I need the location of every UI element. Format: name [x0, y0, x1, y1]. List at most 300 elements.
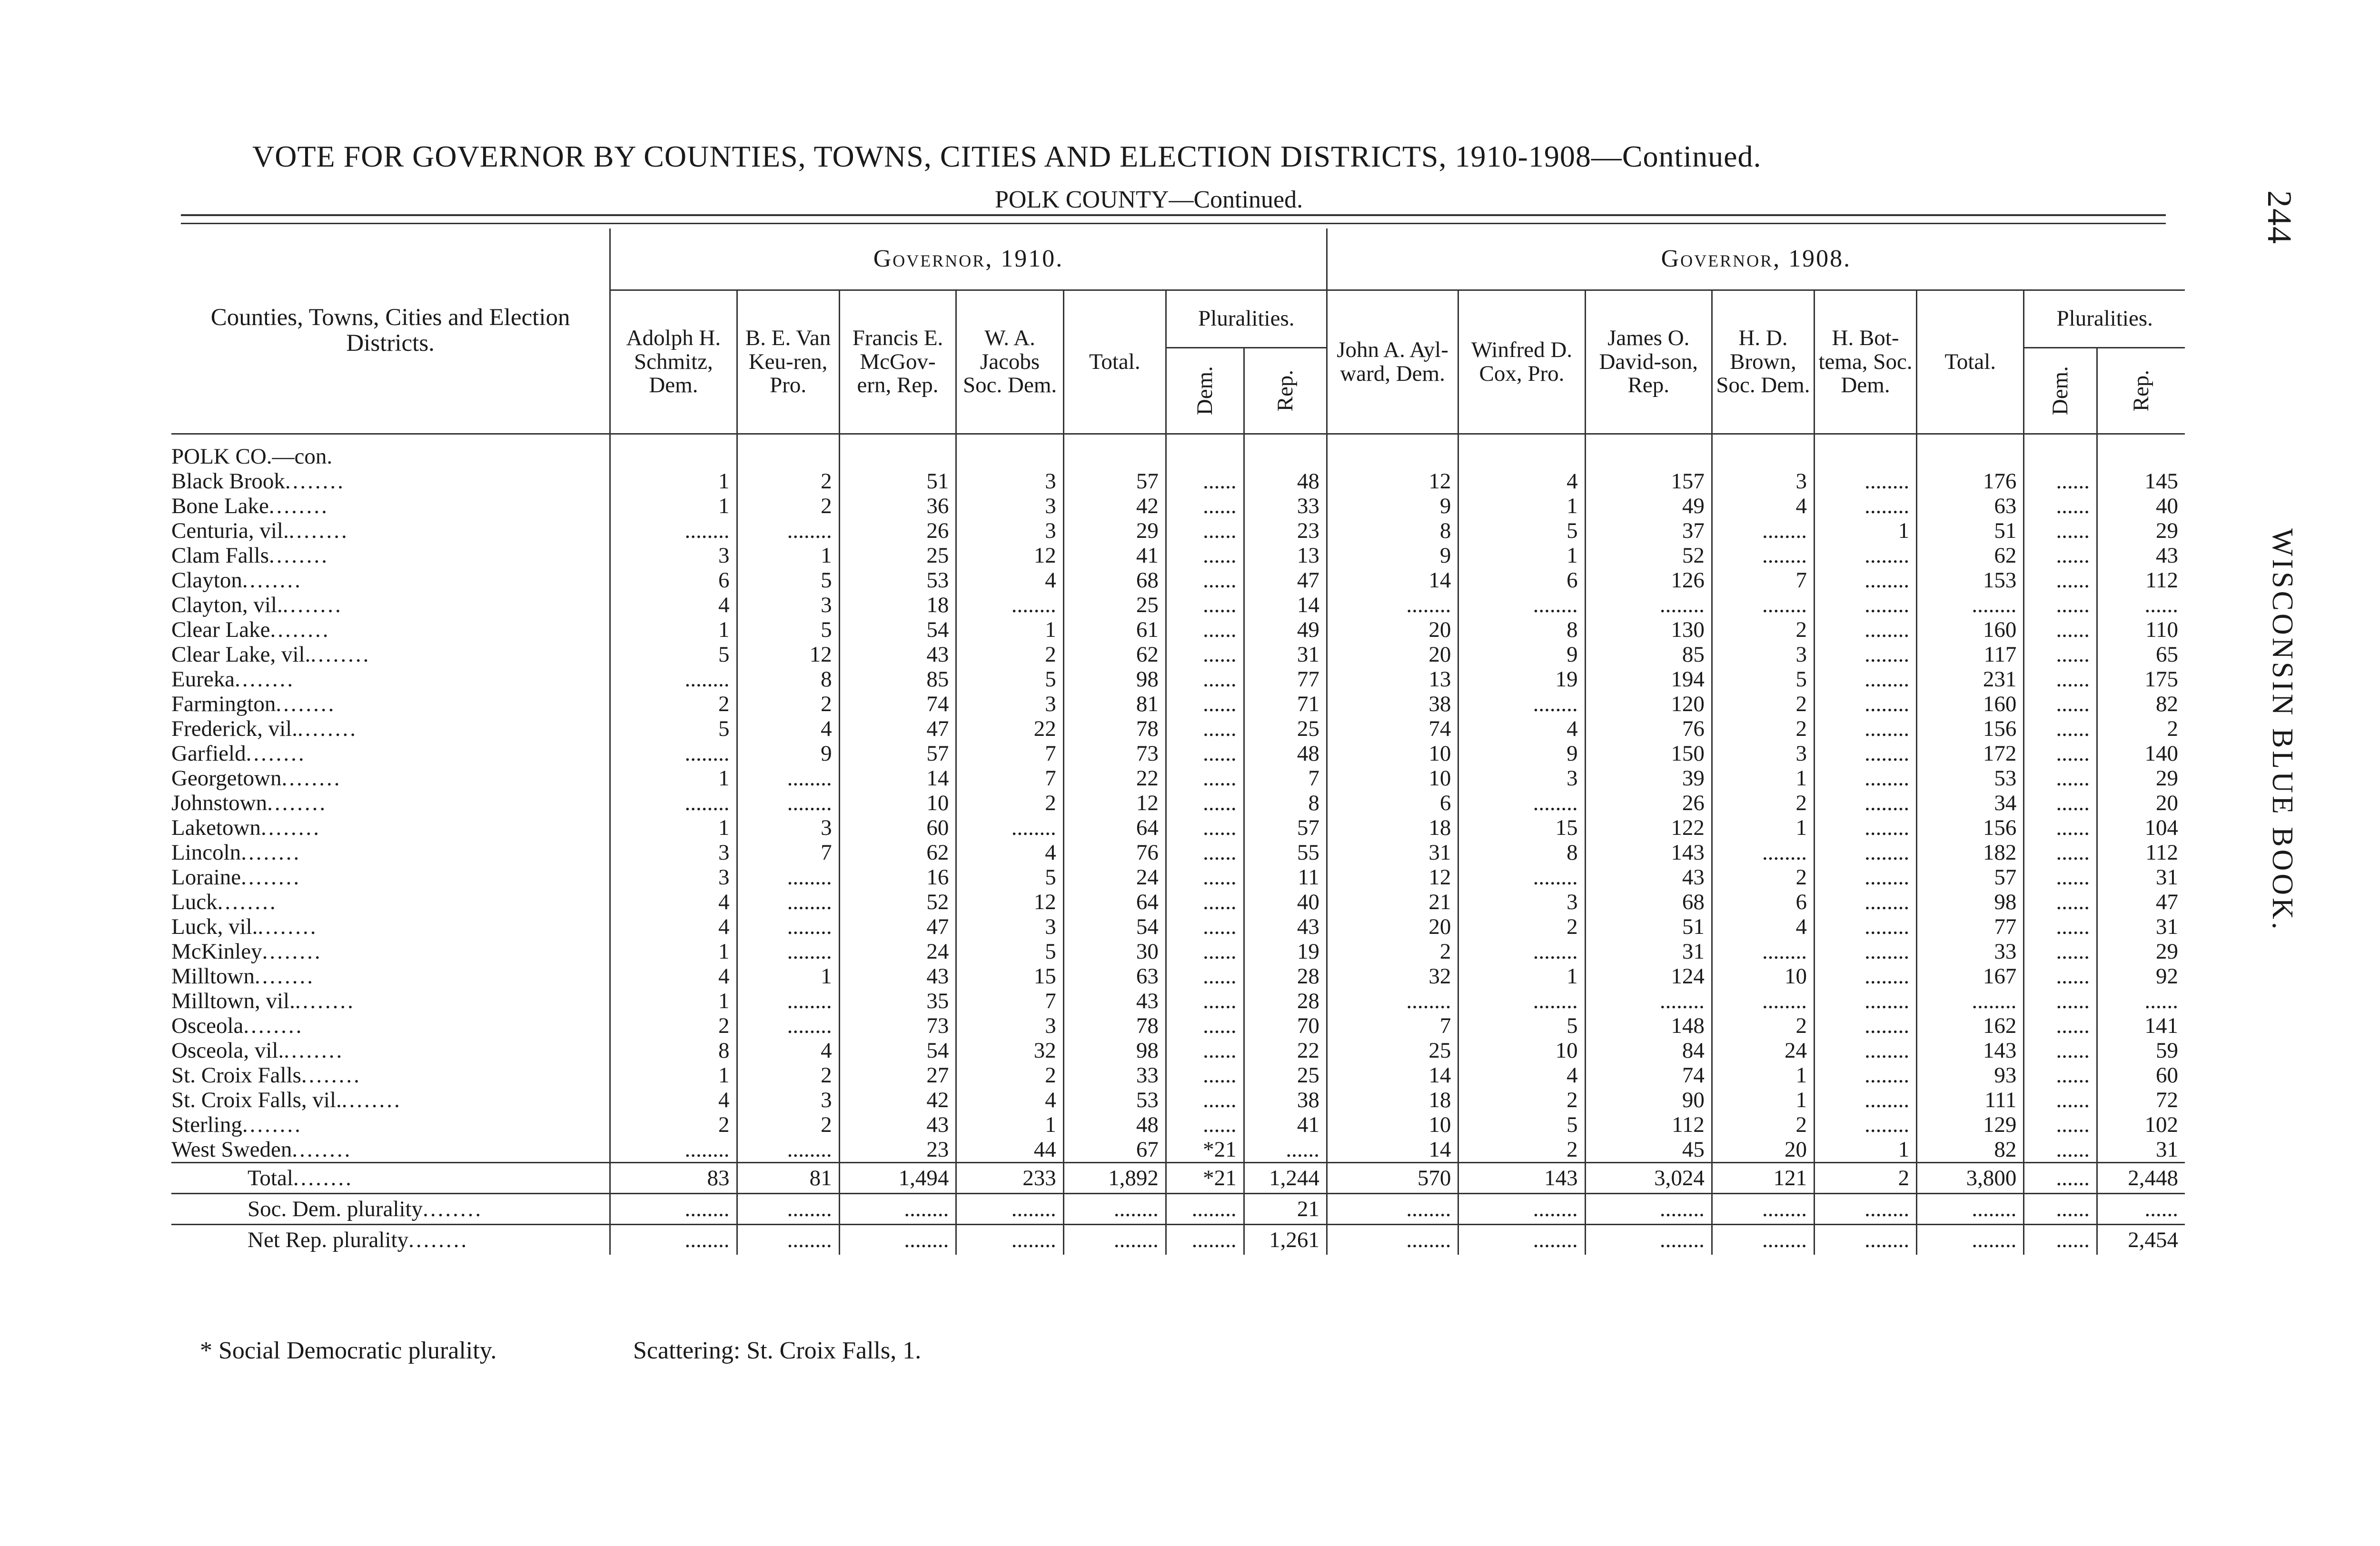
cell-4: 73 [1063, 741, 1166, 766]
cell-7: ........ [1327, 1225, 1458, 1255]
cell-9: 52 [1585, 543, 1712, 568]
header-dem-1908: Dem. [2024, 348, 2097, 434]
table-row [171, 1137, 2185, 1163]
cell-10: 2 [1712, 791, 1814, 815]
cell-2: 54 [839, 1038, 956, 1063]
cell-9: 68 [1585, 890, 1712, 914]
header-pluralities-1910: Pluralities. [1166, 290, 1327, 348]
cell-12: ........ [1917, 1194, 2024, 1225]
cell-13: ...... [2024, 791, 2097, 815]
cell-6: 43 [1244, 914, 1327, 939]
cell-0: 4 [610, 593, 737, 617]
table-row-label [171, 494, 610, 518]
cell-4: 22 [1063, 766, 1166, 791]
cell-10: 10 [1712, 964, 1814, 989]
cell-13: ...... [2024, 741, 2097, 766]
cell-12: 153 [1917, 568, 2024, 593]
cell-10: 5 [1712, 667, 1814, 692]
dot-leader: ........ [267, 791, 327, 815]
cell-5: ...... [1166, 989, 1244, 1013]
summary-row-label [171, 1163, 610, 1194]
cell-9: 90 [1585, 1088, 1712, 1112]
cell-2: 18 [839, 593, 956, 617]
cell-14: 140 [2097, 741, 2185, 766]
cell-14: 2 [2097, 716, 2185, 741]
cell-10: 1 [1712, 1063, 1814, 1088]
cell-4: 63 [1063, 964, 1166, 989]
district-name: Black Brook [171, 469, 285, 494]
cell-10: ........ [1712, 543, 1814, 568]
cell-10: 4 [1712, 494, 1814, 518]
cell-13: ...... [2024, 815, 2097, 840]
table-row [171, 914, 2185, 939]
cell-3: 32 [956, 1038, 1063, 1063]
cell-9: 148 [1585, 1013, 1712, 1038]
cell-13: ...... [2024, 1112, 2097, 1137]
table-row-label [171, 469, 610, 494]
dot-leader: ........ [341, 1088, 402, 1112]
cell-5: ...... [1166, 568, 1244, 593]
cell-3: 1 [956, 1112, 1063, 1137]
cell-13: ...... [2024, 543, 2097, 568]
district-name: Loraine [171, 865, 241, 890]
cell-9: 31 [1585, 939, 1712, 964]
header-col-jacobs: W. A. Jacobs Soc. Dem. [956, 290, 1063, 434]
cell-5: ...... [1166, 939, 1244, 964]
table-row [171, 1013, 2185, 1038]
cell-10: 2 [1712, 692, 1814, 716]
cell-8: ........ [1458, 989, 1585, 1013]
cell-12: ........ [1917, 989, 2024, 1013]
cell-1: 4 [737, 716, 839, 741]
cell-9: 143 [1585, 840, 1712, 865]
cell-2: 27 [839, 1063, 956, 1088]
cell-6: 47 [1244, 568, 1327, 593]
cell-5: ...... [1166, 741, 1244, 766]
cell-8: 2 [1458, 1088, 1585, 1112]
cell-10: ........ [1712, 989, 1814, 1013]
cell-4: 1,892 [1063, 1163, 1166, 1194]
cell-7: 6 [1327, 791, 1458, 815]
cell-12: 33 [1917, 939, 2024, 964]
cell-6: 41 [1244, 1112, 1327, 1137]
cell-5: ...... [1166, 815, 1244, 840]
cell-4: 61 [1063, 617, 1166, 642]
page-title: VOTE FOR GOVERNOR BY COUNTIES, TOWNS, CITIES AND ELECTION DISTRICTS, 1910-1908—Continued. [252, 139, 1762, 173]
table-row [171, 865, 2185, 890]
cell-10: 3 [1712, 469, 1814, 494]
table-row-label [171, 741, 610, 766]
cell-3: 12 [956, 543, 1063, 568]
table-row-label [171, 593, 610, 617]
cell-3: 233 [956, 1163, 1063, 1194]
cell-6: 57 [1244, 815, 1327, 840]
table-row [171, 543, 2185, 568]
cell-4: 78 [1063, 716, 1166, 741]
table-row-label [171, 1013, 610, 1038]
district-name: Milltown [171, 964, 255, 989]
dot-leader: ........ [293, 1166, 353, 1190]
district-name: Luck, vil. [171, 914, 258, 939]
cell-12: 156 [1917, 815, 2024, 840]
cell-4: 98 [1063, 1038, 1166, 1063]
cell-2: 85 [839, 667, 956, 692]
cell-2: 25 [839, 543, 956, 568]
cell-8: 1 [1458, 964, 1585, 989]
cell-14: ...... [2097, 1194, 2185, 1225]
header-pluralities-1908: Pluralities. [2024, 290, 2185, 348]
cell-4: 54 [1063, 914, 1166, 939]
cell-5: ...... [1166, 791, 1244, 815]
cell-7: 10 [1327, 1112, 1458, 1137]
cell-8: 4 [1458, 1063, 1585, 1088]
cell-3: 3 [956, 469, 1063, 494]
cell-1: 12 [737, 642, 839, 667]
district-name: Garfield [171, 741, 246, 766]
table-row [171, 989, 2185, 1013]
cell-10: 1 [1712, 815, 1814, 840]
cell-13: ...... [2024, 989, 2097, 1013]
cell-8: ........ [1458, 865, 1585, 890]
header-col-cox: Winfred D. Cox, Pro. [1458, 290, 1585, 434]
cell-7: 10 [1327, 766, 1458, 791]
cell-2: 10 [839, 791, 956, 815]
cell-8: ........ [1458, 1194, 1585, 1225]
header-rep-1910: Rep. [1244, 348, 1327, 434]
cell-13: ...... [2024, 593, 2097, 617]
cell-7: 31 [1327, 840, 1458, 865]
cell-14: ...... [2097, 989, 2185, 1013]
cell-3: 7 [956, 989, 1063, 1013]
cell-8: 1 [1458, 494, 1585, 518]
cell-0: 83 [610, 1163, 737, 1194]
cell-13: ...... [2024, 692, 2097, 716]
cell-3: 5 [956, 865, 1063, 890]
cell-11: 2 [1814, 1163, 1916, 1194]
cell-0: 1 [610, 1063, 737, 1088]
cell-13: ...... [2024, 617, 2097, 642]
cell-7: 20 [1327, 914, 1458, 939]
dot-leader: ........ [285, 469, 345, 494]
district-name: Total [248, 1166, 293, 1190]
cell-3: 2 [956, 642, 1063, 667]
scattering-note: Scattering: St. Croix Falls, 1. [633, 1337, 922, 1364]
cell-1: ........ [737, 865, 839, 890]
cell-1: ........ [737, 518, 839, 543]
dot-leader: ........ [268, 543, 329, 568]
district-name: Eureka [171, 667, 235, 692]
cell-9: 84 [1585, 1038, 1712, 1063]
cell-3: 44 [956, 1137, 1063, 1163]
cell-1: 81 [737, 1163, 839, 1194]
cell-7: 20 [1327, 617, 1458, 642]
dot-leader: ........ [408, 1228, 469, 1252]
cell-6: 21 [1244, 1194, 1327, 1225]
summary-row [171, 1225, 2185, 1255]
header-dem-1910: Dem. [1166, 348, 1244, 434]
cell-4: 67 [1063, 1137, 1166, 1163]
title-rule-2 [181, 223, 2166, 224]
cell-0: 6 [610, 568, 737, 593]
cell-6: 13 [1244, 543, 1327, 568]
cell-2: 16 [839, 865, 956, 890]
table-row [171, 939, 2185, 964]
cell-7: ........ [1327, 1194, 1458, 1225]
cell-3: 7 [956, 741, 1063, 766]
cell-3: 2 [956, 1063, 1063, 1088]
cell-5: ...... [1166, 1088, 1244, 1112]
cell-12: 156 [1917, 716, 2024, 741]
cell-1: 3 [737, 593, 839, 617]
cell-6: 19 [1244, 939, 1327, 964]
cell-6: 11 [1244, 865, 1327, 890]
cell-7: 74 [1327, 716, 1458, 741]
cell-11: ........ [1814, 593, 1916, 617]
cell-10: 121 [1712, 1163, 1814, 1194]
cell-11: ........ [1814, 840, 1916, 865]
cell-6: 48 [1244, 469, 1327, 494]
cell-5: *21 [1166, 1163, 1244, 1194]
cell-5: ...... [1166, 543, 1244, 568]
cell-5: ...... [1166, 494, 1244, 518]
table-row-label [171, 1038, 610, 1063]
cell-3: 22 [956, 716, 1063, 741]
title-rule [181, 214, 2166, 216]
dot-leader: ........ [288, 518, 349, 543]
cell-12: 172 [1917, 741, 2024, 766]
cell-3: 12 [956, 890, 1063, 914]
district-name: Frederick, vil. [171, 716, 298, 741]
table-row [171, 964, 2185, 989]
cell-0: 1 [610, 494, 737, 518]
cell-3: 3 [956, 1013, 1063, 1038]
cell-6: 14 [1244, 593, 1327, 617]
header-district-label: Counties, Towns, Cities and Election Districts. [210, 304, 570, 357]
cell-14: 112 [2097, 568, 2185, 593]
running-head: WISCONSIN BLUE BOOK. [2266, 528, 2299, 932]
cell-7: 14 [1327, 1137, 1458, 1163]
cell-14: 141 [2097, 1013, 2185, 1038]
dot-leader: ........ [270, 617, 330, 642]
cell-7: 13 [1327, 667, 1458, 692]
cell-12: ........ [1917, 593, 2024, 617]
cell-8: ........ [1458, 791, 1585, 815]
cell-8: 1 [1458, 543, 1585, 568]
cell-11: ........ [1814, 815, 1916, 840]
cell-1: ........ [737, 1225, 839, 1255]
table-row [171, 692, 2185, 716]
cell-8: 5 [1458, 1013, 1585, 1038]
cell-12: 160 [1917, 617, 2024, 642]
cell-7: 10 [1327, 741, 1458, 766]
cell-4: 25 [1063, 593, 1166, 617]
cell-2: 73 [839, 1013, 956, 1038]
cell-12: 176 [1917, 469, 2024, 494]
cell-9: 122 [1585, 815, 1712, 840]
cell-11: ........ [1814, 791, 1916, 815]
cell-4: 81 [1063, 692, 1166, 716]
cell-4: 53 [1063, 1088, 1166, 1112]
cell-12: 57 [1917, 865, 2024, 890]
table-row [171, 642, 2185, 667]
district-name: McKinley [171, 939, 262, 964]
dot-leader: ........ [258, 914, 318, 939]
cell-7: 14 [1327, 1063, 1458, 1088]
cell-6: 7 [1244, 766, 1327, 791]
district-name: Sterling [171, 1112, 242, 1137]
cell-7: 21 [1327, 890, 1458, 914]
cell-14: 2,448 [2097, 1163, 2185, 1194]
cell-3: 4 [956, 568, 1063, 593]
cell-6: 77 [1244, 667, 1327, 692]
table-row-label [171, 1088, 610, 1112]
cell-7: 25 [1327, 1038, 1458, 1063]
county-label: POLK CO.—con. [171, 434, 610, 469]
table-row-label [171, 1137, 610, 1163]
cell-9: 194 [1585, 667, 1712, 692]
cell-4: 64 [1063, 890, 1166, 914]
district-name: Centuria, vil. [171, 518, 289, 543]
cell-4: 42 [1063, 494, 1166, 518]
cell-14: 112 [2097, 840, 2185, 865]
cell-6: 70 [1244, 1013, 1327, 1038]
cell-3: 4 [956, 840, 1063, 865]
cell-1: 2 [737, 469, 839, 494]
cell-9: 85 [1585, 642, 1712, 667]
cell-5: ...... [1166, 766, 1244, 791]
cell-7: 12 [1327, 469, 1458, 494]
cell-0: 5 [610, 642, 737, 667]
cell-13: ...... [2024, 1225, 2097, 1255]
dot-leader: ........ [217, 890, 278, 914]
table-row-label [171, 692, 610, 716]
table-row-label [171, 568, 610, 593]
cell-3: ........ [956, 1225, 1063, 1255]
cell-5: ........ [1166, 1194, 1244, 1225]
district-name: Johnstown [171, 791, 268, 815]
dot-leader: ........ [281, 766, 342, 791]
cell-3: ........ [956, 593, 1063, 617]
cell-4: 12 [1063, 791, 1166, 815]
cell-7: 2 [1327, 939, 1458, 964]
cell-6: 1,261 [1244, 1225, 1327, 1255]
cell-0: 1 [610, 617, 737, 642]
cell-9: 49 [1585, 494, 1712, 518]
cell-2: 47 [839, 716, 956, 741]
cell-13: ...... [2024, 716, 2097, 741]
cell-13: ...... [2024, 865, 2097, 890]
cell-1: 4 [737, 1038, 839, 1063]
cell-0: 1 [610, 766, 737, 791]
cell-8: 5 [1458, 518, 1585, 543]
cell-1: 3 [737, 815, 839, 840]
cell-0: 2 [610, 1013, 737, 1038]
cell-4: 78 [1063, 1013, 1166, 1038]
cell-11: ........ [1814, 1112, 1916, 1137]
cell-0: ........ [610, 741, 737, 766]
cell-3: ........ [956, 1194, 1063, 1225]
cell-6: 8 [1244, 791, 1327, 815]
header-governor-1910: Governor, 1910. [610, 228, 1327, 290]
dot-leader: ........ [246, 741, 306, 766]
cell-8: 3 [1458, 766, 1585, 791]
cell-0: 3 [610, 840, 737, 865]
cell-2: 1,494 [839, 1163, 956, 1194]
table-row [171, 1112, 2185, 1137]
cell-5: ...... [1166, 914, 1244, 939]
cell-0: 2 [610, 1112, 737, 1137]
cell-2: 62 [839, 840, 956, 865]
cell-11: ........ [1814, 865, 1916, 890]
cell-12: 53 [1917, 766, 2024, 791]
table-row-label [171, 1063, 610, 1088]
cell-8: ........ [1458, 1225, 1585, 1255]
cell-4: 30 [1063, 939, 1166, 964]
cell-6: 28 [1244, 989, 1327, 1013]
cell-9: 126 [1585, 568, 1712, 593]
cell-13: ...... [2024, 766, 2097, 791]
cell-11: 1 [1814, 1137, 1916, 1163]
cell-9: 124 [1585, 964, 1712, 989]
cell-1: 1 [737, 964, 839, 989]
header-col-total-1908: Total. [1917, 290, 2024, 434]
cell-5: ...... [1166, 593, 1244, 617]
cell-11: ........ [1814, 469, 1916, 494]
cell-7: 570 [1327, 1163, 1458, 1194]
cell-2: ........ [839, 1225, 956, 1255]
cell-1: 2 [737, 1063, 839, 1088]
cell-14: 104 [2097, 815, 2185, 840]
table-row [171, 1038, 2185, 1063]
table-row [171, 469, 2185, 494]
cell-5: ...... [1166, 716, 1244, 741]
cell-4: 29 [1063, 518, 1166, 543]
dot-leader: ........ [235, 667, 295, 692]
cell-14: 72 [2097, 1088, 2185, 1112]
cell-2: 52 [839, 890, 956, 914]
district-name: Net Rep. plurality [248, 1228, 409, 1252]
cell-11: ........ [1814, 1194, 1916, 1225]
cell-9: 76 [1585, 716, 1712, 741]
cell-12: 162 [1917, 1013, 2024, 1038]
cell-2: 14 [839, 766, 956, 791]
district-name: St. Croix Falls, vil. [171, 1088, 342, 1112]
cell-10: ........ [1712, 593, 1814, 617]
cell-13: ...... [2024, 469, 2097, 494]
cell-0: 5 [610, 716, 737, 741]
cell-10: 2 [1712, 1013, 1814, 1038]
cell-1: ........ [737, 791, 839, 815]
cell-14: 145 [2097, 469, 2185, 494]
cell-13: ...... [2024, 1137, 2097, 1163]
table-row-label [171, 543, 610, 568]
cell-13: ...... [2024, 914, 2097, 939]
table-row-label [171, 840, 610, 865]
district-name: West Sweden [171, 1137, 292, 1162]
cell-12: 129 [1917, 1112, 2024, 1137]
cell-0: 1 [610, 939, 737, 964]
cell-11: ........ [1814, 890, 1916, 914]
cell-6: 49 [1244, 617, 1327, 642]
cell-8: 8 [1458, 840, 1585, 865]
cell-10: 1 [1712, 1088, 1814, 1112]
cell-6: 23 [1244, 518, 1327, 543]
cell-2: 23 [839, 1137, 956, 1163]
dot-leader: ........ [260, 815, 321, 840]
cell-11: ........ [1814, 1013, 1916, 1038]
cell-1: 5 [737, 617, 839, 642]
table-row [171, 890, 2185, 914]
